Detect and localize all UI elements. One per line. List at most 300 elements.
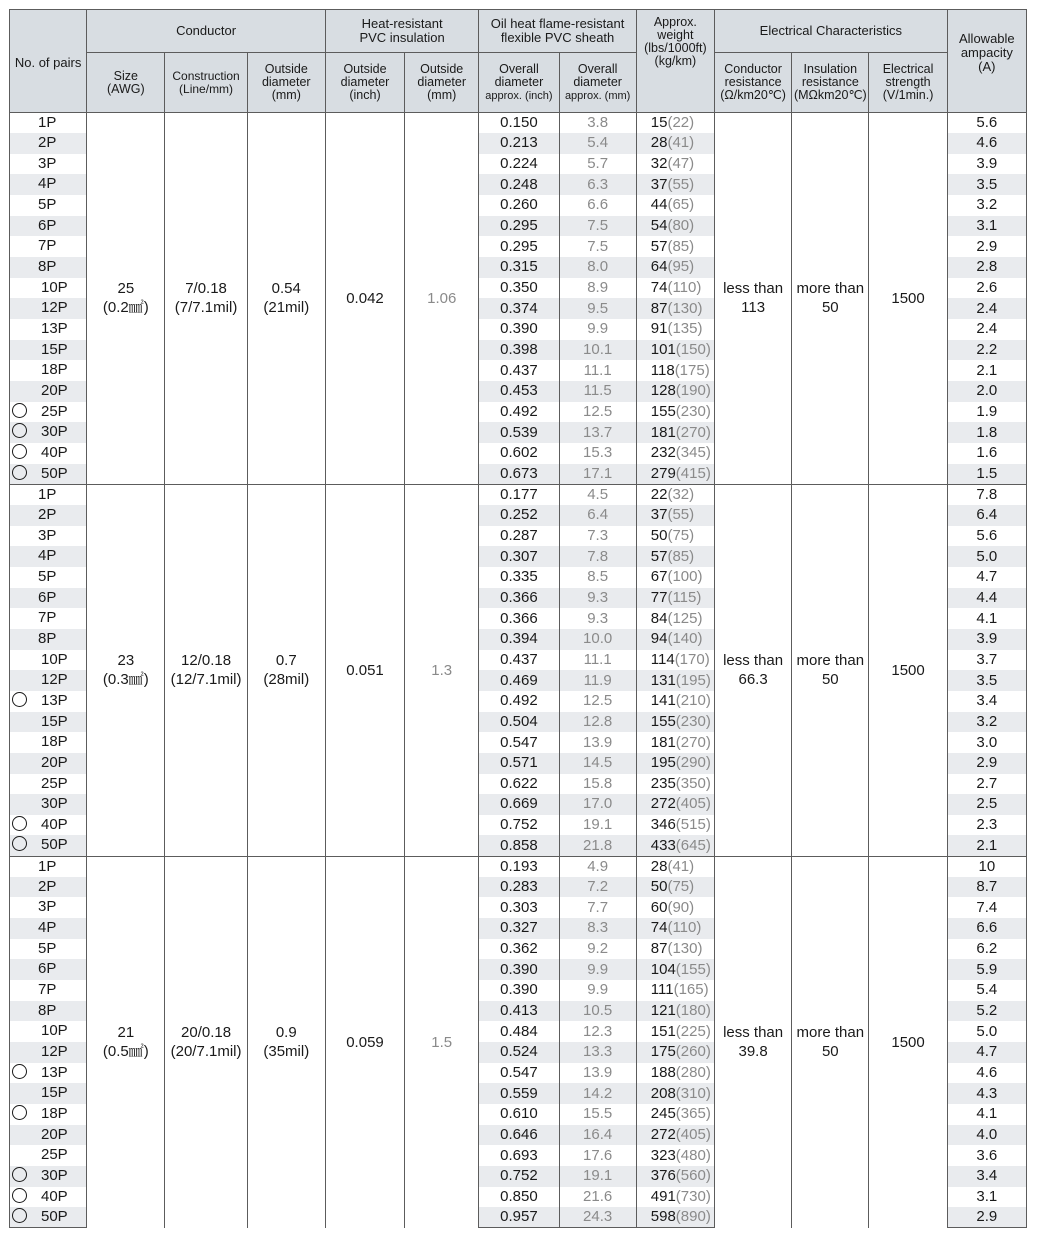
pairs-cell [10,381,87,402]
weight-cell: 84(125) [636,608,714,629]
pairs-cell [10,319,87,340]
header-no-of-pairs: No. of pairs [10,10,87,113]
weight-cell: 195(290) [636,753,714,774]
pairs-cell [10,774,87,795]
pairs-value: 8P [38,258,57,276]
ampacity-cell: 1.6 [947,443,1026,464]
weight-cell: 272(405) [636,794,714,815]
circle-mark-icon [12,444,27,459]
pairs-cell [10,939,87,960]
pairs-value: 15P [41,1084,68,1102]
pairs-value: 50P [41,836,68,854]
pairs-cell [10,918,87,939]
pairs-value: 50P [41,1208,68,1226]
pairs-value: 10P [41,1022,68,1040]
pairs-cell [10,257,87,278]
overall-mm-cell: 6.6 [559,195,636,216]
ampacity-cell: 3.0 [947,732,1026,753]
pairs-value: 25P [41,1146,68,1164]
pairs-cell [10,670,87,691]
pairs-value: 20P [41,753,68,771]
overall-mm-cell: 5.7 [559,154,636,175]
weight-cell: 155(230) [636,712,714,733]
ampacity-cell: 6.6 [947,918,1026,939]
overall-mm-cell: 4.5 [559,484,636,505]
pairs-cell [10,546,87,567]
pairs-value: 12P [41,299,68,317]
pairs-cell [10,484,87,505]
pairs-cell [10,691,87,712]
pairs-cell [10,1187,87,1208]
overall-inch-cell: 0.693 [479,1145,559,1166]
table-body [10,113,1027,1228]
pairs-cell [10,1001,87,1022]
weight-cell: 235(350) [636,774,714,795]
pairs-cell [10,650,87,671]
ampacity-cell: 2.6 [947,278,1026,299]
overall-inch-cell: 0.374 [479,298,559,319]
pairs-cell [10,1063,87,1084]
weight-cell: 64(95) [636,257,714,278]
header-outside-diameter: Outside diameter (mm) [247,53,325,113]
pairs-value: 4P [38,175,57,193]
ampacity-cell: 3.6 [947,1145,1026,1166]
pairs-value: 25P [41,402,68,420]
weight-cell: 433(645) [636,835,714,856]
weight-cell: 323(480) [636,1145,714,1166]
cable-spec-table [9,9,1027,1228]
ampacity-cell: 1.9 [947,402,1026,423]
ampacity-cell: 1.8 [947,422,1026,443]
weight-cell: 50(75) [636,526,714,547]
overall-inch-cell: 0.390 [479,319,559,340]
ampacity-cell: 4.4 [947,588,1026,609]
pairs-value: 40P [41,815,68,833]
overall-inch-cell: 0.957 [479,1207,559,1228]
header-ins-od-inch: Outside diameter (inch) [325,53,404,113]
pairs-value: 6P [38,588,57,606]
pairs-cell [10,629,87,650]
table-row [10,113,1027,134]
overall-mm-cell: 24.3 [559,1207,636,1228]
circle-mark-icon [12,1105,27,1120]
ampacity-cell: 2.2 [947,340,1026,361]
pairs-value: 30P [41,423,68,441]
overall-inch-cell: 0.504 [479,712,559,733]
overall-mm-cell: 6.3 [559,174,636,195]
conductor-resistance-cell: less than 113 [714,113,791,485]
ampacity-cell: 5.0 [947,1021,1026,1042]
weight-cell: 175(260) [636,1042,714,1063]
overall-inch-cell: 0.390 [479,980,559,1001]
outside-diameter-cell: 0.54 (21mil) [247,113,325,485]
overall-mm-cell: 21.8 [559,835,636,856]
circle-mark-icon [12,692,27,707]
overall-inch-cell: 0.571 [479,753,559,774]
circle-mark-icon [12,423,27,438]
weight-cell: 74(110) [636,918,714,939]
overall-inch-cell: 0.213 [479,133,559,154]
overall-inch-cell: 0.484 [479,1021,559,1042]
ampacity-cell: 8.7 [947,877,1026,898]
ampacity-cell: 5.6 [947,526,1026,547]
pairs-value: 8P [38,629,57,647]
overall-mm-cell: 8.3 [559,918,636,939]
header-conductor-resistance: Conductor resistance (Ω/km20℃) [714,53,791,113]
size-cell: 21 (0.5㎟) [87,856,165,1228]
overall-mm-cell: 9.2 [559,939,636,960]
overall-inch-cell: 0.524 [479,1042,559,1063]
overall-inch-cell: 0.646 [479,1125,559,1146]
overall-inch-cell: 0.287 [479,526,559,547]
electrical-strength-cell: 1500 [869,856,947,1228]
ampacity-cell: 4.3 [947,1083,1026,1104]
overall-mm-cell: 11.1 [559,650,636,671]
pairs-cell [10,236,87,257]
header-ins-od-mm: Outside diameter (mm) [405,53,479,113]
ampacity-cell: 1.5 [947,464,1026,485]
weight-cell: 118(175) [636,360,714,381]
weight-cell: 188(280) [636,1063,714,1084]
ampacity-cell: 3.2 [947,195,1026,216]
ampacity-cell: 2.9 [947,1207,1026,1228]
overall-inch-cell: 0.327 [479,918,559,939]
pairs-cell [10,753,87,774]
ampacity-cell: 10 [947,856,1026,877]
pairs-cell [10,856,87,877]
weight-cell: 245(365) [636,1104,714,1125]
pairs-cell [10,1207,87,1228]
ampacity-cell: 3.5 [947,670,1026,691]
insulation-resistance-cell: more than 50 [792,856,869,1228]
weight-cell: 232(345) [636,443,714,464]
weight-cell: 44(65) [636,195,714,216]
header-insulation-resistance: Insulation resistance (MΩkm20℃) [792,53,869,113]
pairs-cell [10,567,87,588]
overall-inch-cell: 0.252 [479,505,559,526]
overall-mm-cell: 5.4 [559,133,636,154]
overall-mm-cell: 15.3 [559,443,636,464]
overall-inch-cell: 0.752 [479,815,559,836]
pairs-value: 4P [38,547,57,565]
circle-mark-icon [12,465,27,480]
circle-mark-icon [12,836,27,851]
construction-cell: 12/0.18 (12/7.1mil) [165,484,247,856]
overall-inch-cell: 0.559 [479,1083,559,1104]
conductor-resistance-cell: less than 66.3 [714,484,791,856]
pairs-cell [10,959,87,980]
pairs-value: 5P [38,196,57,214]
weight-cell: 77(115) [636,588,714,609]
ampacity-cell: 4.6 [947,133,1026,154]
overall-mm-cell: 21.6 [559,1187,636,1208]
header-electrical-strength: Electrical strength (V/1min.) [869,53,947,113]
weight-cell: 491(730) [636,1187,714,1208]
ampacity-cell: 2.1 [947,360,1026,381]
weight-cell: 376(560) [636,1166,714,1187]
overall-inch-cell: 0.177 [479,484,559,505]
pairs-cell [10,278,87,299]
overall-mm-cell: 11.5 [559,381,636,402]
pairs-cell [10,298,87,319]
ampacity-cell: 2.5 [947,794,1026,815]
weight-cell: 57(85) [636,546,714,567]
ampacity-cell: 2.9 [947,236,1026,257]
overall-inch-cell: 0.858 [479,835,559,856]
overall-inch-cell: 0.362 [479,939,559,960]
ampacity-cell: 2.3 [947,815,1026,836]
pairs-value: 7P [38,609,57,627]
overall-inch-cell: 0.437 [479,650,559,671]
ampacity-cell: 7.4 [947,897,1026,918]
insulation-od-mm-cell: 1.5 [405,856,479,1228]
ampacity-cell: 7.8 [947,484,1026,505]
overall-mm-cell: 4.9 [559,856,636,877]
pairs-value: 2P [38,134,57,152]
pairs-cell [10,526,87,547]
header-conductor: Conductor [87,10,326,53]
weight-cell: 87(130) [636,298,714,319]
weight-cell: 279(415) [636,464,714,485]
weight-cell: 22(32) [636,484,714,505]
circle-mark-icon [12,1167,27,1182]
overall-mm-cell: 19.1 [559,815,636,836]
overall-mm-cell: 15.5 [559,1104,636,1125]
overall-mm-cell: 10.0 [559,629,636,650]
weight-cell: 28(41) [636,133,714,154]
pairs-value: 3P [38,526,57,544]
pairs-cell [10,877,87,898]
overall-inch-cell: 0.602 [479,443,559,464]
overall-inch-cell: 0.295 [479,216,559,237]
overall-inch-cell: 0.307 [479,546,559,567]
pairs-value: 30P [41,1166,68,1184]
weight-cell: 346(515) [636,815,714,836]
weight-cell: 87(130) [636,939,714,960]
pairs-value: 5P [38,939,57,957]
ampacity-cell: 5.0 [947,546,1026,567]
weight-cell: 94(140) [636,629,714,650]
overall-mm-cell: 7.8 [559,546,636,567]
pairs-cell [10,1166,87,1187]
outside-diameter-cell: 0.7 (28mil) [247,484,325,856]
pairs-cell [10,402,87,423]
pairs-value: 20P [41,382,68,400]
overall-inch-cell: 0.248 [479,174,559,195]
weight-cell: 121(180) [636,1001,714,1022]
insulation-od-inch-cell: 0.042 [325,113,404,485]
weight-cell: 104(155) [636,959,714,980]
overall-inch-cell: 0.295 [479,236,559,257]
ampacity-cell: 2.7 [947,774,1026,795]
overall-inch-cell: 0.398 [479,340,559,361]
table-header [10,10,1027,113]
pairs-cell [10,1042,87,1063]
overall-mm-cell: 13.9 [559,1063,636,1084]
weight-cell: 131(195) [636,670,714,691]
weight-cell: 91(135) [636,319,714,340]
overall-mm-cell: 8.9 [559,278,636,299]
overall-mm-cell: 11.9 [559,670,636,691]
pairs-cell [10,732,87,753]
ampacity-cell: 2.4 [947,319,1026,340]
weight-cell: 598(890) [636,1207,714,1228]
weight-cell: 54(80) [636,216,714,237]
overall-mm-cell: 14.5 [559,753,636,774]
ampacity-cell: 2.0 [947,381,1026,402]
overall-inch-cell: 0.610 [479,1104,559,1125]
ampacity-cell: 2.4 [947,298,1026,319]
pairs-cell [10,464,87,485]
ampacity-cell: 4.0 [947,1125,1026,1146]
pairs-value: 40P [41,1187,68,1205]
pairs-cell [10,1083,87,1104]
weight-cell: 67(100) [636,567,714,588]
pairs-value: 4P [38,919,57,937]
header-ampacity: Allowable ampacity (A) [947,10,1026,113]
weight-cell: 181(270) [636,732,714,753]
pairs-cell [10,360,87,381]
overall-mm-cell: 9.9 [559,980,636,1001]
pairs-value: 10P [41,650,68,668]
weight-cell: 57(85) [636,236,714,257]
circle-mark-icon [12,403,27,418]
pairs-cell [10,422,87,443]
overall-inch-cell: 0.622 [479,774,559,795]
weight-cell: 32(47) [636,154,714,175]
pairs-value: 2P [38,877,57,895]
overall-inch-cell: 0.673 [479,464,559,485]
header-sheath: Oil heat flame-resistant flexible PVC sheath [479,10,636,53]
overall-inch-cell: 0.366 [479,608,559,629]
electrical-strength-cell: 1500 [869,113,947,485]
pairs-value: 5P [38,567,57,585]
pairs-cell [10,815,87,836]
overall-mm-cell: 13.7 [559,422,636,443]
pairs-value: 20P [41,1125,68,1143]
weight-cell: 128(190) [636,381,714,402]
overall-mm-cell: 12.8 [559,712,636,733]
pairs-value: 6P [38,216,57,234]
pairs-value: 7P [38,981,57,999]
header-weight: Approx. weight (lbs/1000ft) (kg/km) [636,10,714,113]
weight-cell: 37(55) [636,505,714,526]
electrical-strength-cell: 1500 [869,484,947,856]
circle-mark-icon [12,1188,27,1203]
overall-mm-cell: 3.8 [559,113,636,134]
overall-mm-cell: 8.5 [559,567,636,588]
overall-mm-cell: 11.1 [559,360,636,381]
pairs-value: 18P [41,361,68,379]
table-row [10,484,1027,505]
overall-inch-cell: 0.150 [479,113,559,134]
insulation-resistance-cell: more than 50 [792,113,869,485]
overall-inch-cell: 0.850 [479,1187,559,1208]
pairs-cell [10,154,87,175]
pairs-value: 15P [41,712,68,730]
pairs-cell [10,835,87,856]
weight-cell: 50(75) [636,877,714,898]
weight-cell: 74(110) [636,278,714,299]
header-overall-mm: Overall diameter approx. (mm) [559,53,636,113]
weight-cell: 37(55) [636,174,714,195]
circle-mark-icon [12,1064,27,1079]
pairs-value: 3P [38,898,57,916]
pairs-value: 8P [38,1001,57,1019]
pairs-value: 40P [41,444,68,461]
overall-inch-cell: 0.539 [479,422,559,443]
pairs-cell [10,505,87,526]
ampacity-cell: 5.4 [947,980,1026,1001]
pairs-cell [10,1145,87,1166]
weight-cell: 151(225) [636,1021,714,1042]
header-construction: Construction (Line/mm) [165,53,247,113]
overall-inch-cell: 0.469 [479,670,559,691]
pairs-cell [10,216,87,237]
pairs-cell [10,174,87,195]
pairs-value: 7P [38,237,57,255]
ampacity-cell: 4.1 [947,608,1026,629]
overall-inch-cell: 0.492 [479,691,559,712]
pairs-cell [10,1021,87,1042]
overall-inch-cell: 0.193 [479,856,559,877]
ampacity-cell: 4.7 [947,1042,1026,1063]
construction-cell: 20/0.18 (20/7.1mil) [165,856,247,1228]
weight-cell: 60(90) [636,897,714,918]
overall-mm-cell: 7.7 [559,897,636,918]
overall-inch-cell: 0.437 [479,360,559,381]
overall-mm-cell: 7.3 [559,526,636,547]
pairs-cell [10,113,87,134]
ampacity-cell: 3.9 [947,154,1026,175]
pairs-value: 1P [38,114,57,131]
overall-mm-cell: 9.9 [559,319,636,340]
overall-inch-cell: 0.492 [479,402,559,423]
header-overall-inch: Overall diameter approx. (inch) [479,53,559,113]
ampacity-cell: 3.4 [947,691,1026,712]
weight-cell: 181(270) [636,422,714,443]
pairs-value: 12P [41,671,68,689]
overall-inch-cell: 0.335 [479,567,559,588]
size-cell: 25 (0.2㎟) [87,113,165,485]
ampacity-cell: 2.1 [947,835,1026,856]
overall-mm-cell: 9.9 [559,959,636,980]
overall-inch-cell: 0.669 [479,794,559,815]
overall-inch-cell: 0.453 [479,381,559,402]
pairs-cell [10,794,87,815]
pairs-cell [10,897,87,918]
weight-cell: 111(165) [636,980,714,1001]
ampacity-cell: 3.9 [947,629,1026,650]
overall-inch-cell: 0.752 [479,1166,559,1187]
overall-mm-cell: 12.5 [559,691,636,712]
pairs-value: 50P [41,464,68,482]
overall-inch-cell: 0.315 [479,257,559,278]
overall-mm-cell: 12.5 [559,402,636,423]
pairs-value: 13P [41,1063,68,1081]
pairs-value: 1P [38,857,57,875]
overall-mm-cell: 12.3 [559,1021,636,1042]
circle-mark-icon [12,1208,27,1223]
overall-inch-cell: 0.303 [479,897,559,918]
pairs-value: 18P [41,733,68,751]
overall-mm-cell: 8.0 [559,257,636,278]
overall-mm-cell: 15.8 [559,774,636,795]
ampacity-cell: 3.1 [947,1187,1026,1208]
overall-mm-cell: 13.9 [559,732,636,753]
overall-inch-cell: 0.390 [479,959,559,980]
overall-mm-cell: 17.6 [559,1145,636,1166]
